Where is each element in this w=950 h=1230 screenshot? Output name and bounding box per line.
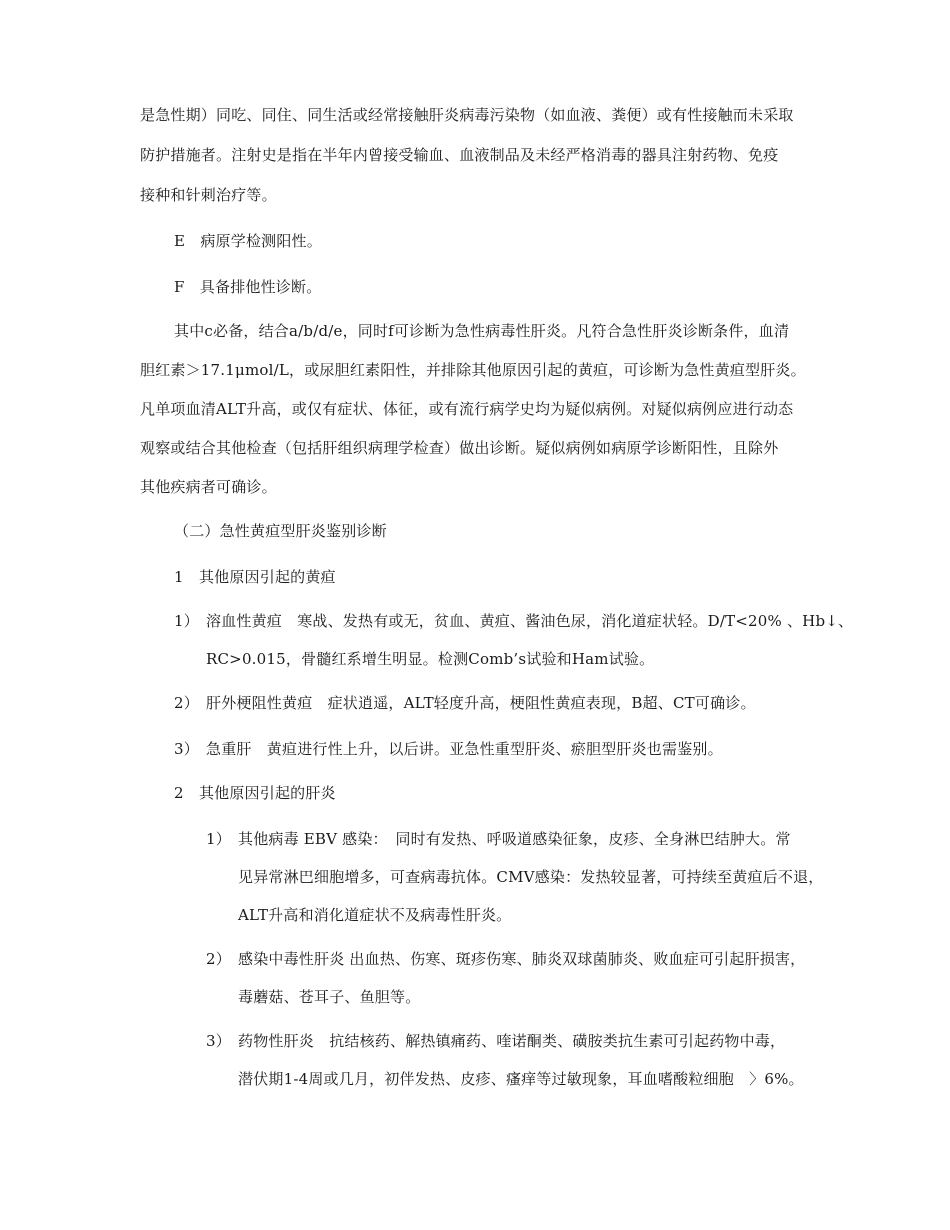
subsection-heading-jaundice: 1 其他原因引起的黄疸 [174,568,336,586]
list-item-number: 3） [206,1032,231,1050]
list-item-number: 2） [174,694,199,712]
text-line: 肝外梗阻性黄疸 症状逍遥，ALT轻度升高，梗阻性黄疸表现，B超、CT可确诊。 [206,694,756,712]
text-line: 是急性期）同吃、同住、同生活或经常接触肝炎病毒污染物（如血液、粪便）或有性接触而未采取 [140,106,794,124]
text-line: 药物性肝炎 抗结核药、解热镇痛药、喹诺酮类、磺胺类抗生素可引起药物中毒， [238,1032,786,1050]
text-line: 防护措施者。注射史是指在半年内曾接受输血、血液制品及未经严格消毒的器具注射药物、免疫 [140,146,779,164]
text-line: 其他病毒 EBV 感染： 同时有发热、呼吸道感染征象，皮疹、全身淋巴结肿大。常 [238,830,791,848]
text-line: 接种和针刺治疗等。 [140,186,277,204]
list-item-number: 3） [174,740,199,758]
list-item-number: 1） [174,612,199,630]
text-line: RC>0.015，骨髓红系增生明显。检测Comb’s试验和Ham试验。 [206,650,655,668]
text-line: 潜伏期1-4周或几月，初伴发热、皮疹、瘙痒等过敏现象，耳血嗜酸粒细胞 〉6%。 [238,1070,804,1088]
text-line: 其他疾病者可确诊。 [140,478,277,496]
section-heading: （二）急性黄疸型肝炎鉴别诊断 [174,522,387,540]
text-line: 毒蘑菇、苍耳子、鱼胆等。 [238,988,421,1006]
text-line: ALT升高和消化道症状不及病毒性肝炎。 [238,906,512,924]
text-line: 凡单项血清ALT升高，或仅有症状、体征，或有流行病学史均为疑似病例。对疑似病例应进行动态 [140,400,794,418]
text-line: 胆红素＞17.1μmol/L，或尿胆红素阳性，并排除其他原因引起的黄疸，可诊断为急性黄疸型肝炎。 [140,361,806,379]
text-line: 急重肝 黄疸进行性上升，以后讲。亚急性重型肝炎、瘀胆型肝炎也需鉴别。 [206,740,723,758]
criterion-f: F 具备排他性诊断。 [174,278,322,296]
text-line: 观察或结合其他检查（包括肝组织病理学检查）做出诊断。疑似病例如病原学诊断阳性，且除外 [140,439,779,457]
text-line: 见异常淋巴细胞增多，可查病毒抗体。CMV感染：发热较显著，可持续至黄疸后不退， [238,868,824,886]
list-item-number: 1） [206,830,231,848]
list-item-number: 2） [206,950,231,968]
criterion-e: E 病原学检测阳性。 [174,232,322,250]
text-line: 感染中毒性肝炎 出血热、伤寒、斑疹伤寒、肺炎双球菌肺炎、败血症可引起肝损害， [238,950,806,968]
text-line: 其中c必备，结合a/b/d/e，同时f可诊断为急性病毒性肝炎。凡符合急性肝炎诊断条件，血清 [174,322,790,340]
subsection-heading-hepatitis: 2 其他原因引起的肝炎 [174,784,336,802]
text-line: 溶血性黄疸 寒战、发热有或无，贫血、黄疸、酱油色尿，消化道症状轻。D/T<20% 、Hb↓、 [206,612,854,630]
